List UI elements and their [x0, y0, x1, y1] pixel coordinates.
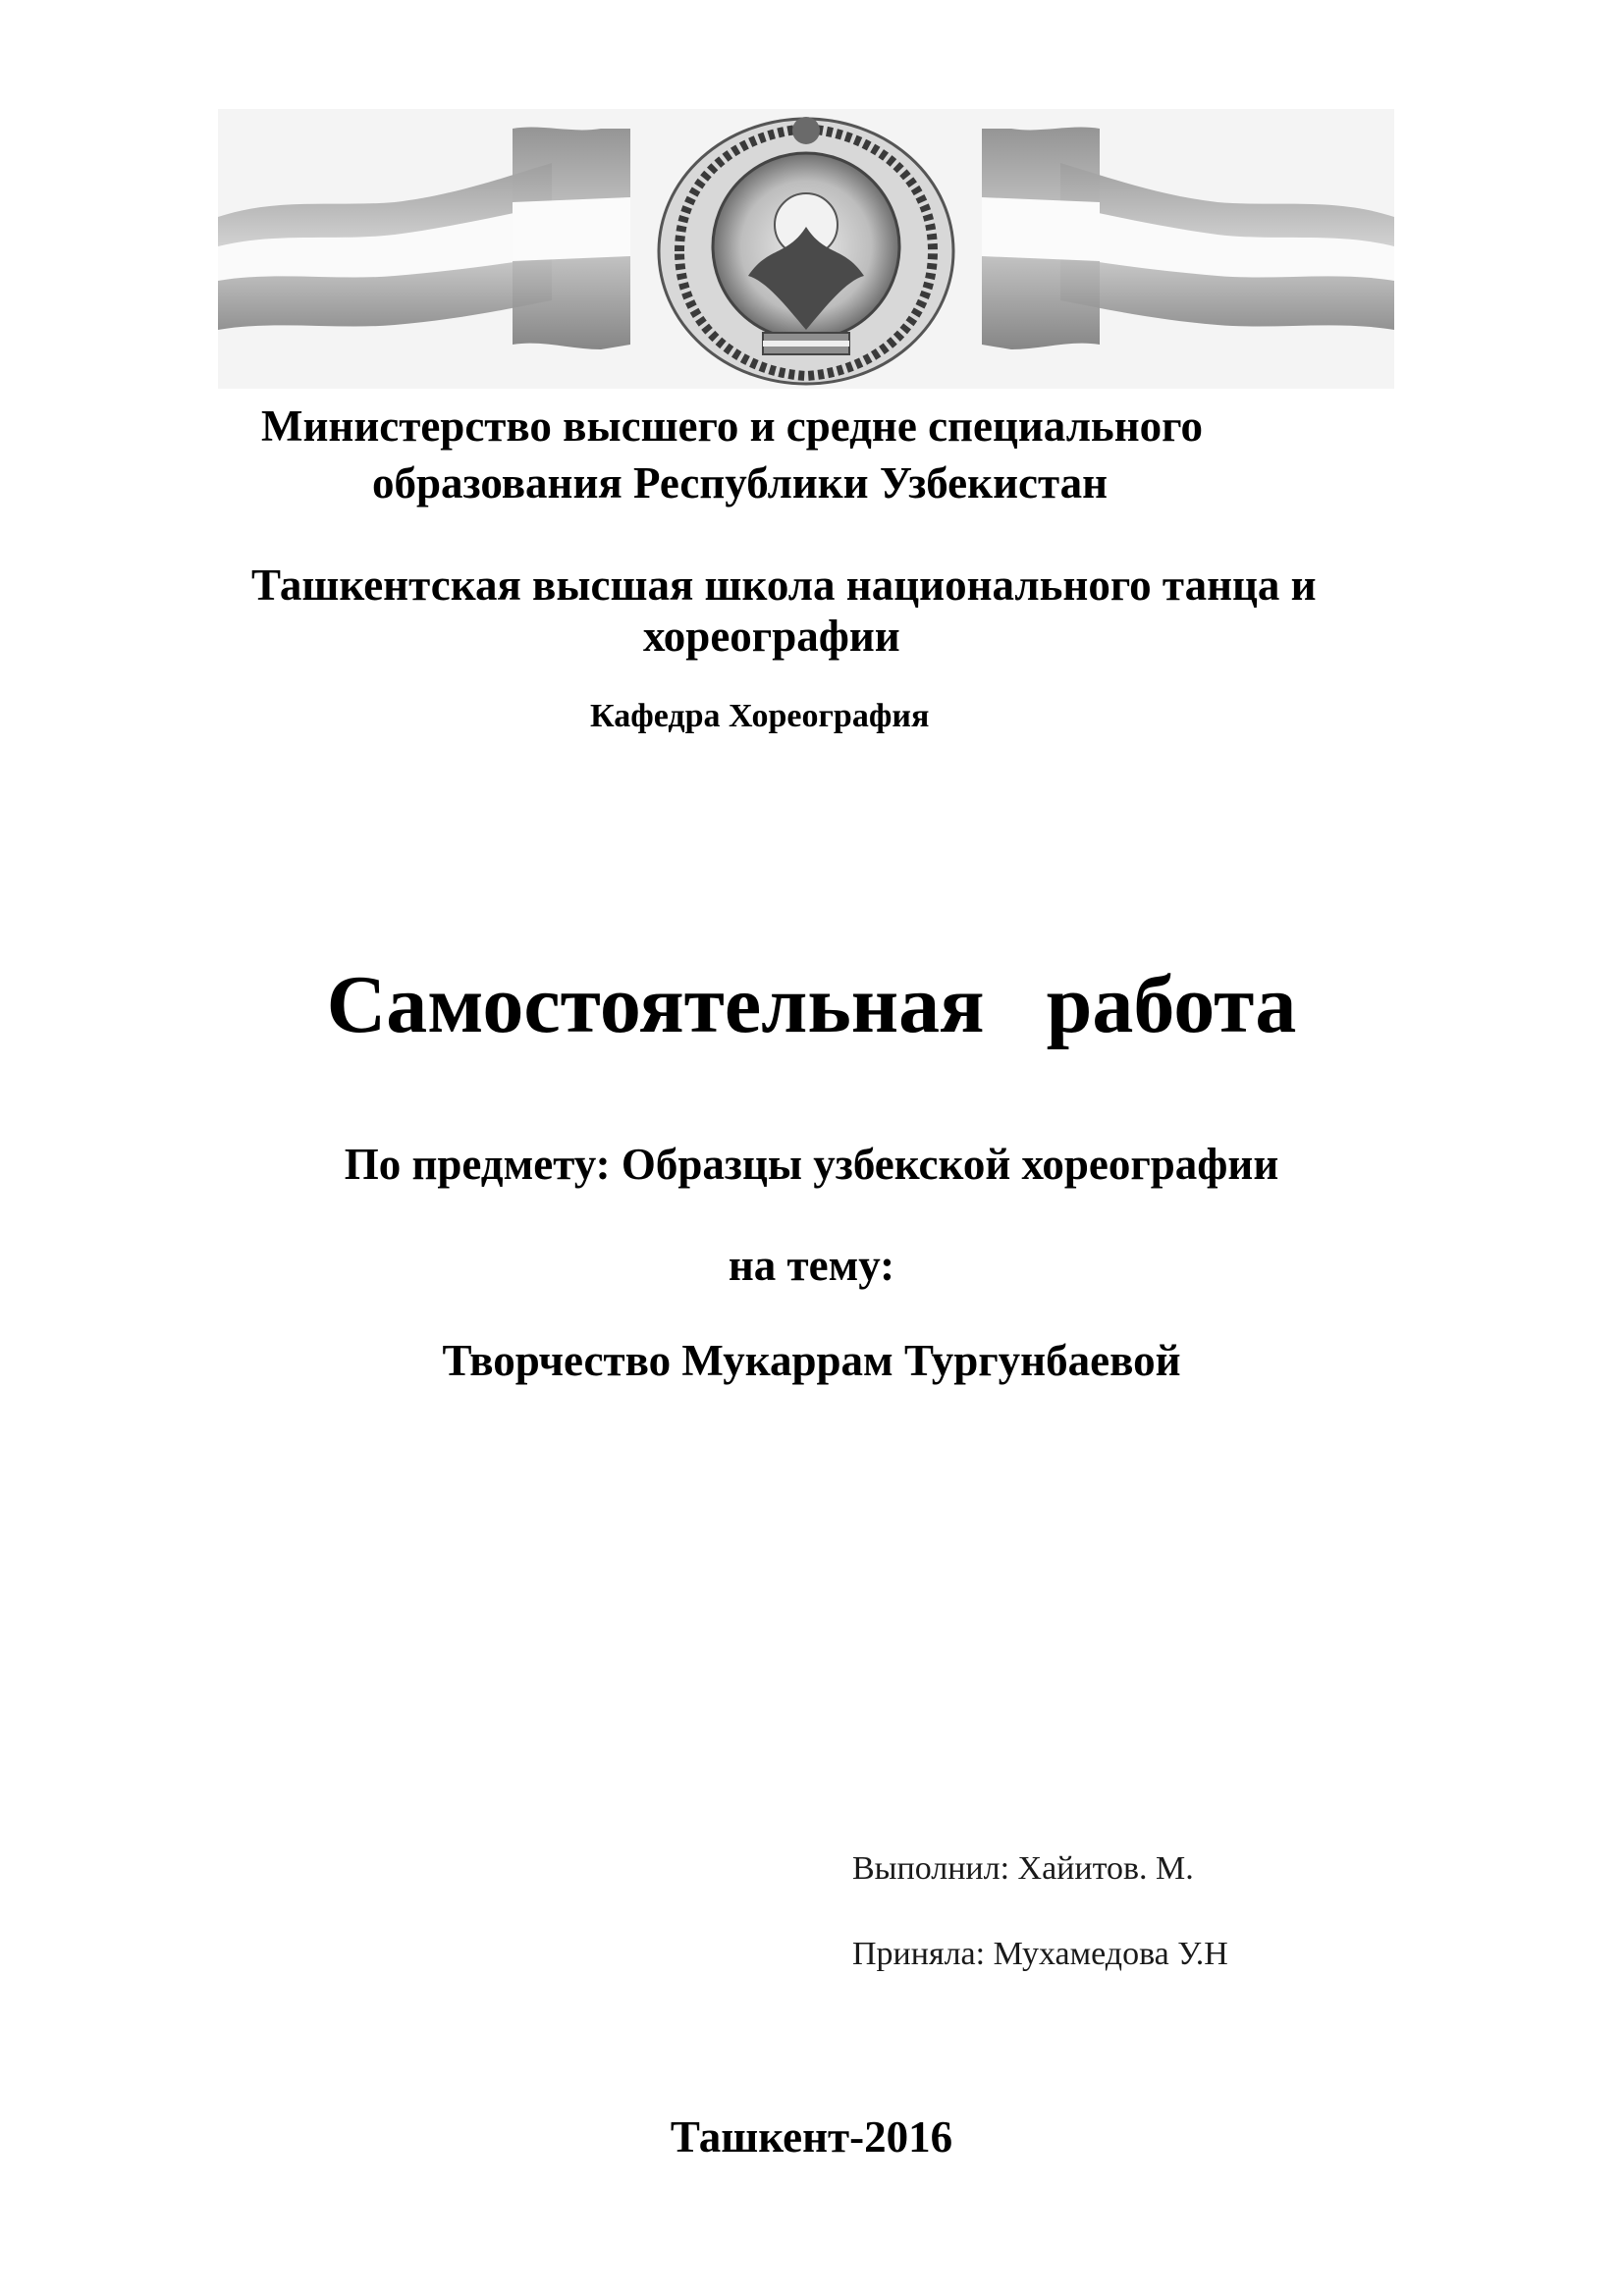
school-title-line2: хореографии: [643, 612, 900, 661]
document-title: Самостоятельная работа: [326, 959, 1297, 1050]
accepted-by: Приняла: Мухамедова У.Н: [852, 1936, 1228, 1972]
subject-line: По предмету: Образцы узбекской хореографии: [344, 1140, 1279, 1189]
topic-line: Творчество Мукаррам Тургунбаевой: [442, 1336, 1181, 1385]
state-emblem-banner: [218, 109, 1394, 389]
on-topic-label: на тему:: [728, 1241, 895, 1290]
ministry-title-line1: Министерство высшего и средне специального: [261, 401, 1203, 451]
ministry-title-line2: образования Республики Узбекистан: [372, 458, 1109, 507]
department-name: Кафедра Хореография: [590, 698, 930, 734]
performed-by: Выполнил: Хайитов. М.: [852, 1850, 1194, 1887]
state-emblem-icon: [218, 109, 1394, 389]
city-year: Ташкент-2016: [670, 2112, 953, 2162]
school-title-line1: Ташкентская высшая школа национального танца и: [251, 561, 1317, 610]
